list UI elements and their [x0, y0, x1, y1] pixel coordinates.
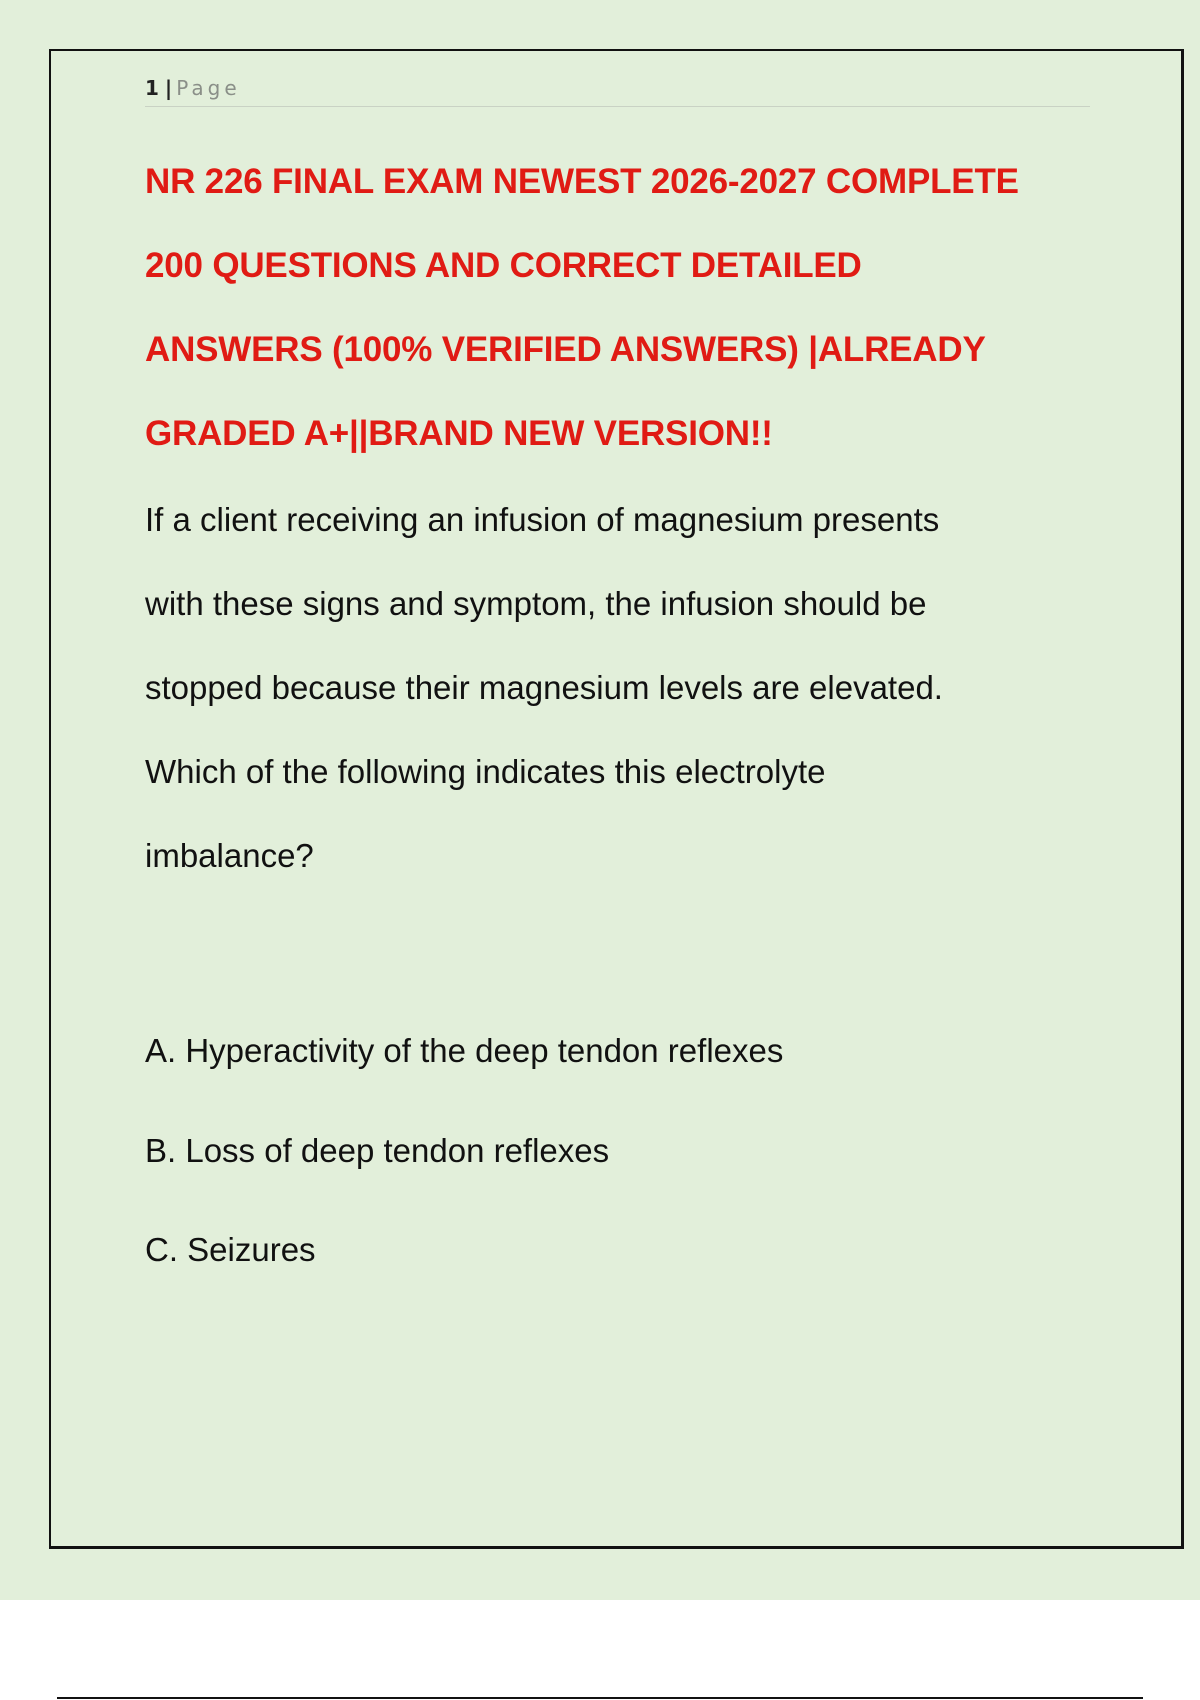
- question-line: Which of the following indicates this electrolyte: [145, 753, 826, 790]
- question-line: stopped because their magnesium levels are elevated.: [145, 669, 943, 706]
- page-header: [145, 74, 1090, 107]
- question-text: [145, 478, 1105, 898]
- page-label: Page: [176, 76, 241, 100]
- title-line: 200 QUESTIONS AND CORRECT DETAILED: [145, 246, 862, 285]
- footer-divider: [57, 1697, 1143, 1699]
- answer-option-c: C. Seizures: [145, 1231, 316, 1268]
- page-number: 1: [145, 76, 159, 100]
- answer-option-a: A. Hyperactivity of the deep tendon reflexes: [145, 1032, 784, 1069]
- question-line: imbalance?: [145, 837, 314, 874]
- question-line: If a client receiving an infusion of magnesium presents: [145, 501, 940, 538]
- question-line: with these signs and symptom, the infusion should be: [145, 585, 927, 622]
- document-title: [145, 140, 1105, 476]
- page-header-separator: |: [164, 76, 173, 100]
- answer-option-b: B. Loss of deep tendon reflexes: [145, 1132, 610, 1169]
- title-line: NR 226 FINAL EXAM NEWEST 2026-2027 COMPLETE: [145, 162, 1019, 201]
- title-line: ANSWERS (100% VERIFIED ANSWERS) |ALREADY: [145, 330, 986, 369]
- title-line: GRADED A+||BRAND NEW VERSION!!: [145, 414, 773, 453]
